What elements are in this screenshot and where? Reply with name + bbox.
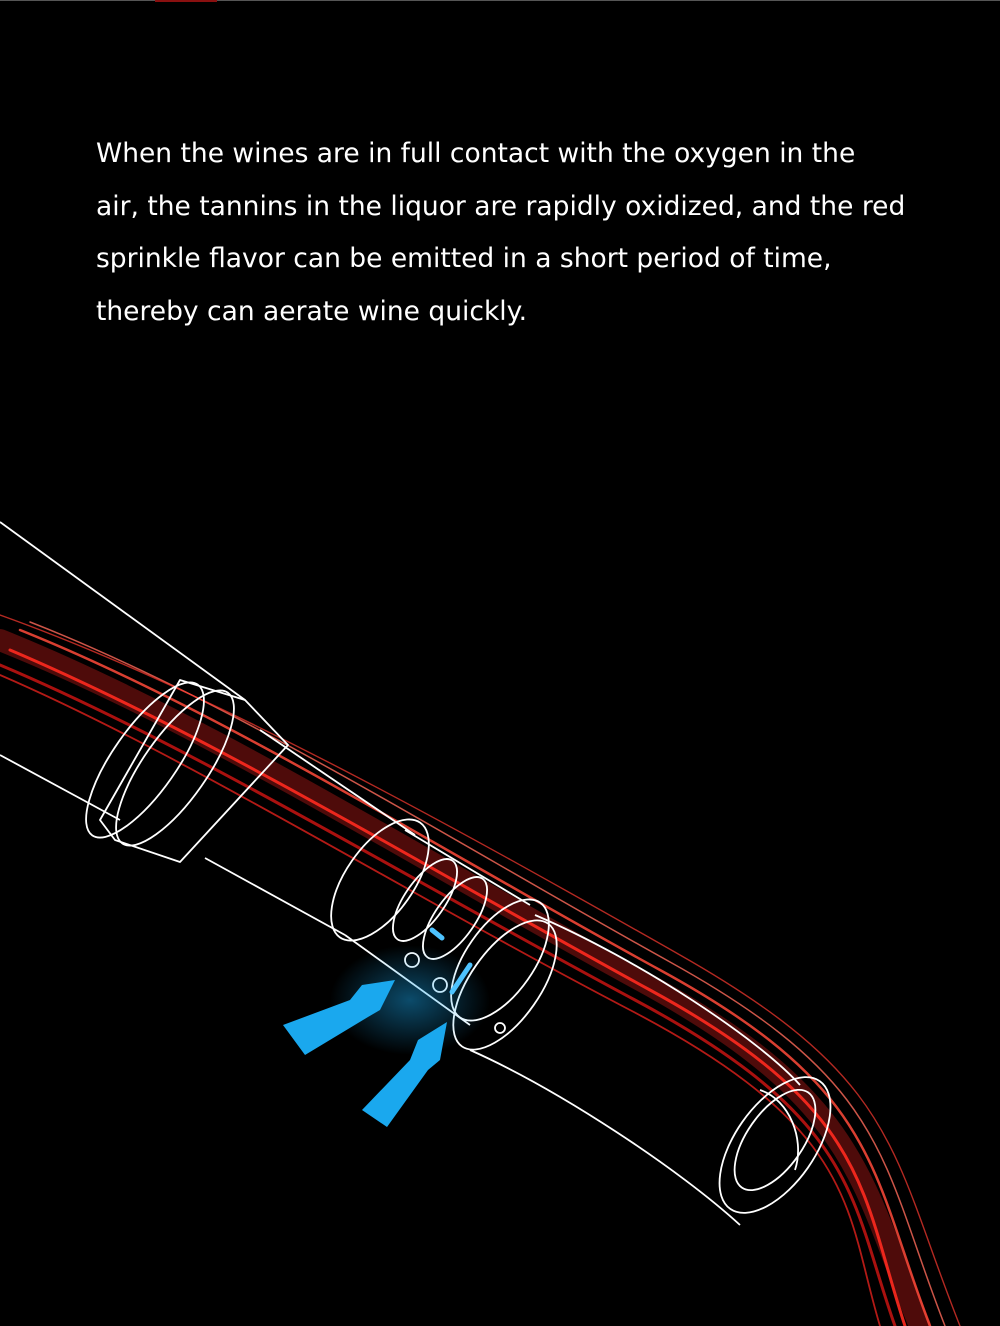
description-text: When the wines are in full contact with the oxygen in the air, the tannins in the liquor are rapidly oxidized, and the red sprinkle flavor can be emitted in a short period of time, thereby can aerate wine quickly.	[96, 138, 906, 327]
top-accent-mark	[155, 0, 217, 2]
aerator-illustration	[0, 500, 1000, 1326]
aerator-outline	[0, 522, 853, 1232]
wine-stream	[0, 615, 960, 1326]
top-divider	[0, 0, 1000, 1]
